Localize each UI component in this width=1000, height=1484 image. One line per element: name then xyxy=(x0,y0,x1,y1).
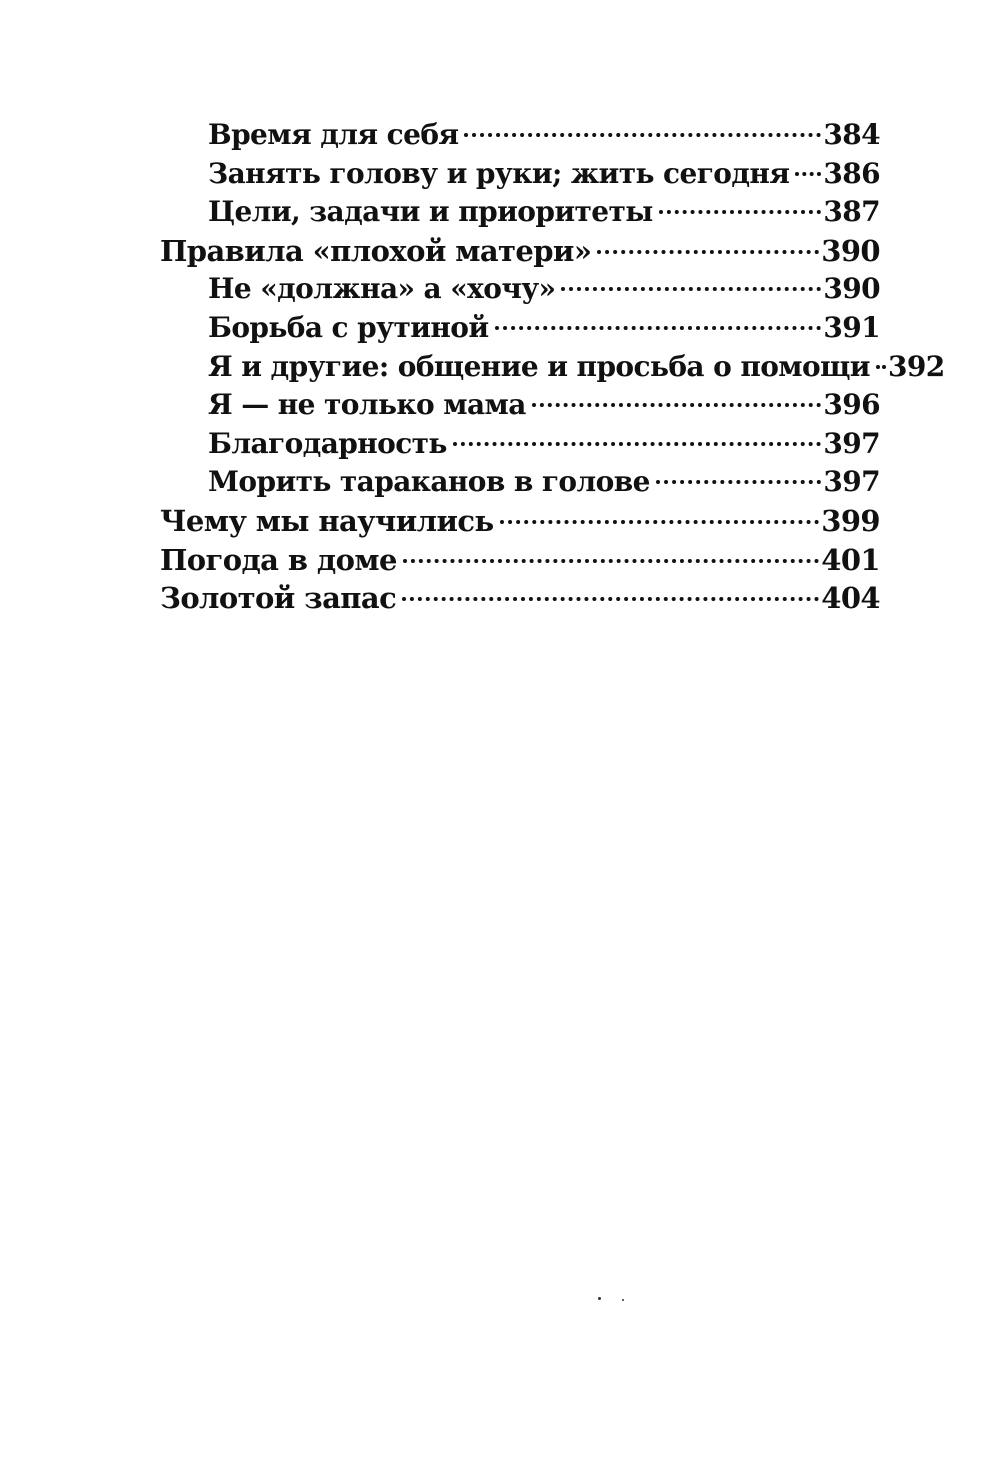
toc-entry-page: 399 xyxy=(821,503,880,538)
toc-entry xyxy=(160,427,880,466)
toc-entry-page: 404 xyxy=(821,581,880,616)
toc-entry-title: Не «должна» а «хочу» xyxy=(208,272,556,306)
toc-section-entry xyxy=(160,234,880,273)
toc-entry-title: Цели, задачи и приоритеты xyxy=(208,195,653,229)
toc-entry xyxy=(160,157,880,196)
toc-dot-leader xyxy=(659,210,822,214)
toc-entry-page: 390 xyxy=(823,272,880,306)
print-speck xyxy=(622,1299,624,1301)
toc-entry-page: 390 xyxy=(821,233,880,268)
toc-section-entry xyxy=(160,504,880,543)
toc-dot-leader xyxy=(403,559,819,563)
toc-entry-page: 396 xyxy=(823,388,880,422)
toc-dot-leader xyxy=(453,442,822,446)
toc-dot-leader xyxy=(597,250,819,254)
toc-entry-page: 397 xyxy=(823,465,880,499)
toc-entry-title: Благодарность xyxy=(208,426,447,460)
toc-entry-page: 391 xyxy=(823,310,880,344)
toc-entry-title: Я и другие: общение и просьба о помощи xyxy=(208,349,870,383)
toc-entry-page: 392 xyxy=(887,349,945,383)
toc-entry-page: 401 xyxy=(821,542,880,577)
toc-entry-title: Я — не только мама xyxy=(208,388,526,422)
toc-entry xyxy=(160,195,880,234)
toc-dot-leader xyxy=(495,326,822,330)
toc-entry xyxy=(160,272,880,311)
toc-dot-leader xyxy=(532,403,822,407)
toc-entry-title: Борьба с рутиной xyxy=(208,310,489,344)
toc-entry-title: Погода в доме xyxy=(160,542,397,577)
toc-dot-leader xyxy=(500,520,820,524)
toc-entry-title: Чему мы научились xyxy=(160,503,494,538)
toc-entry xyxy=(160,388,880,427)
toc-entry-title: Время для себя xyxy=(208,118,459,151)
toc-entry-page: 387 xyxy=(823,195,880,229)
toc-dot-leader xyxy=(876,365,886,369)
toc-entry-page: 386 xyxy=(823,156,880,190)
toc-section-entry xyxy=(160,581,880,620)
toc-dot-leader xyxy=(561,287,821,291)
toc-entry-title: Морить тараканов в голове xyxy=(208,465,650,499)
toc-entry-page: 397 xyxy=(823,426,880,460)
toc-entry xyxy=(160,465,880,504)
toc-entry xyxy=(160,118,880,157)
toc-entry-title: Занять голову и руки; жить сегодня xyxy=(208,156,790,190)
toc-section-entry xyxy=(160,543,880,582)
print-speck xyxy=(598,1297,601,1300)
toc-entry xyxy=(160,311,880,350)
toc-entry-title: Правила «плохой матери» xyxy=(160,233,592,268)
toc-dot-leader xyxy=(464,133,821,137)
toc-dot-leader xyxy=(656,480,822,484)
toc-dot-leader xyxy=(402,597,819,601)
toc-entry-page: 384 xyxy=(823,118,880,151)
toc-dot-leader xyxy=(795,172,821,176)
toc-entry-title: Золотой запас xyxy=(160,581,397,616)
toc-entry xyxy=(160,349,945,389)
table-of-contents xyxy=(160,118,945,620)
